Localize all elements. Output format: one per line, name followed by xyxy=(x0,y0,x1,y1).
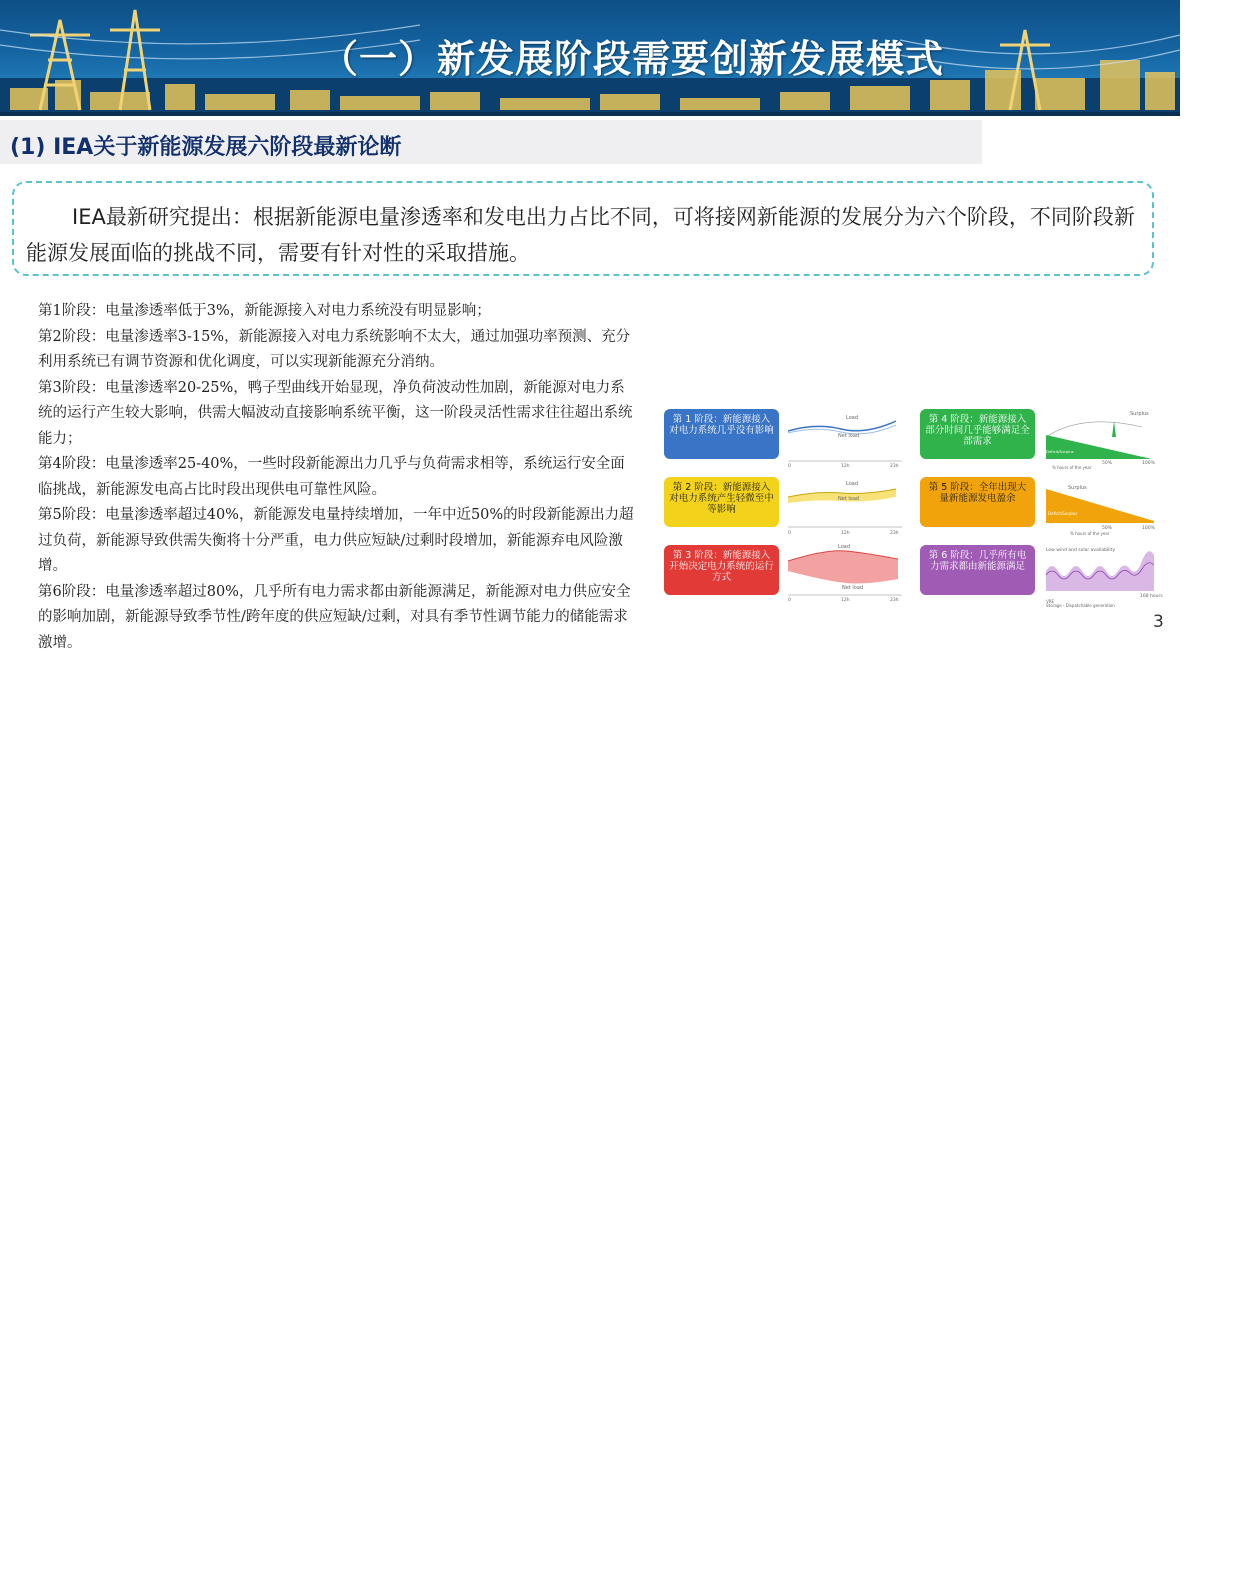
page-number: 3 xyxy=(1153,612,1164,632)
section-header xyxy=(0,120,982,164)
page-title: （一）新发展阶段需要创新发展模式 xyxy=(320,37,945,81)
stage-6-card-label: 第 6 阶段：几乎所有电力需求都由新能源满足 xyxy=(928,550,1027,572)
svg-text:50%: 50% xyxy=(1102,461,1113,466)
stage-5-text: 第5阶段：电量渗透率超过40%，新能源发电量持续增加，一年中近50%的时段新能源出力超过负荷，新能源导致供需失衡将十分严重，电力供应短缺/过剩时段增加，新能源弃电风险激增。 xyxy=(38,507,634,574)
svg-text:Load: Load xyxy=(846,415,858,421)
header-banner xyxy=(0,0,1180,116)
svg-text:VRE: VRE xyxy=(1046,599,1055,604)
svg-text:Low wind and solar availabilit: Low wind and solar availability xyxy=(1046,548,1116,553)
svg-text:Storage - Dispatchable generat: Storage - Dispatchable generation xyxy=(1046,603,1115,608)
stage-4-card xyxy=(920,409,1035,459)
svg-text:23h: 23h xyxy=(890,598,899,603)
svg-text:% hours of the year: % hours of the year xyxy=(1070,531,1110,536)
stage-6-card xyxy=(920,545,1035,595)
stage-5-mini-chart xyxy=(1042,475,1162,535)
svg-text:168 hours: 168 hours xyxy=(1140,594,1163,599)
svg-text:100%: 100% xyxy=(1142,526,1155,531)
svg-text:Surplus: Surplus xyxy=(1068,485,1087,491)
svg-text:Deficit/Surplus: Deficit/Surplus xyxy=(1048,511,1078,516)
stage-1-text: 第1阶段：电量渗透率低于3%，新能源接入对电力系统没有明显影响； xyxy=(38,303,491,319)
stage-5-card-label: 第 5 阶段：全年出现大量新能源发电盈余 xyxy=(928,482,1027,504)
stage-4-text: 第4阶段：电量渗透率25-40%，一些时段新能源出力几乎与负荷需求相等，系统运行安全面临挑战，新能源发电高占比时段出现供电可靠性风险。 xyxy=(38,456,625,498)
stage-6-text: 第6阶段：电量渗透率超过80%，几乎所有电力需求都由新能源满足，新能源对电力供应安全的影响加剧，新能源导致季节性/跨年度的供应短缺/过剩，对具有季节性调节能力的储能需求激增。 xyxy=(38,583,631,651)
svg-text:0: 0 xyxy=(788,464,791,469)
stage-2-text: 第2阶段：电量渗透率3-15%，新能源接入对电力系统影响不太大，通过加强功率预测、充分利用系统已有调节资源和优化调度，可以实现新能源充分消纳。 xyxy=(38,328,631,370)
stage-list xyxy=(38,299,638,651)
svg-text:23h: 23h xyxy=(890,531,899,536)
svg-text:12h: 12h xyxy=(841,531,850,536)
svg-text:Load: Load xyxy=(838,544,850,550)
svg-text:% hours of the year: % hours of the year xyxy=(1052,465,1092,470)
stage-2-mini-chart xyxy=(786,475,906,535)
svg-text:23h: 23h xyxy=(890,464,899,469)
svg-text:Deficit/Surplus: Deficit/Surplus xyxy=(1046,449,1074,454)
stage-4-card-label: 第 4 阶段：新能源接入部分时间几乎能够满足全部需求 xyxy=(925,414,1030,447)
svg-text:Load: Load xyxy=(846,481,858,487)
section-title: (1) IEA关于新能源发展六阶段最新论断 xyxy=(10,135,402,160)
svg-text:100%: 100% xyxy=(1142,461,1155,466)
svg-text:Net load: Net load xyxy=(838,433,860,439)
intro-box xyxy=(12,181,1154,276)
svg-text:12h: 12h xyxy=(841,598,850,603)
stage-5-card xyxy=(920,477,1035,527)
svg-text:Net load: Net load xyxy=(838,496,860,502)
stage-3-mini-chart xyxy=(786,541,906,601)
stage-3-card xyxy=(664,545,779,595)
stage-2-card xyxy=(664,477,779,527)
stage-1-card xyxy=(664,409,779,459)
stage-6-mini-chart xyxy=(1042,541,1163,608)
svg-text:12h: 12h xyxy=(841,464,850,469)
stage-3-text: 第3阶段：电量渗透率20-25%，鸭子型曲线开始显现，净负荷波动性加剧，新能源对电力系统的运行产生较大影响，供需大幅波动直接影响系统平衡，这一阶段灵活性需求往往超出系统能力； xyxy=(38,379,633,447)
svg-text:Surplus: Surplus xyxy=(1130,411,1149,417)
stage-3-card-label: 第 3 阶段：新能源接入开始决定电力系统的运行方式 xyxy=(669,550,774,583)
svg-text:0: 0 xyxy=(788,598,791,603)
stage-2-card-label: 第 2 阶段：新能源接入对电力系统产生轻微至中等影响 xyxy=(669,482,774,515)
svg-text:50%: 50% xyxy=(1102,526,1113,531)
stage-4-mini-chart xyxy=(1042,407,1162,470)
svg-text:Net load: Net load xyxy=(842,585,864,591)
svg-text:0: 0 xyxy=(788,531,791,536)
stage-1-mini-chart xyxy=(786,407,906,467)
six-stage-figure xyxy=(660,405,1163,617)
stage-1-card-label: 第 1 阶段：新能源接入对电力系统几乎没有影响 xyxy=(669,414,774,436)
intro-text: IEA最新研究提出：根据新能源电量渗透率和发电出力占比不同，可将接网新能源的发展分为六个阶段，不同阶段新能源发展面临的挑战不同，需要有针对性的采取措施。 xyxy=(26,205,1135,265)
